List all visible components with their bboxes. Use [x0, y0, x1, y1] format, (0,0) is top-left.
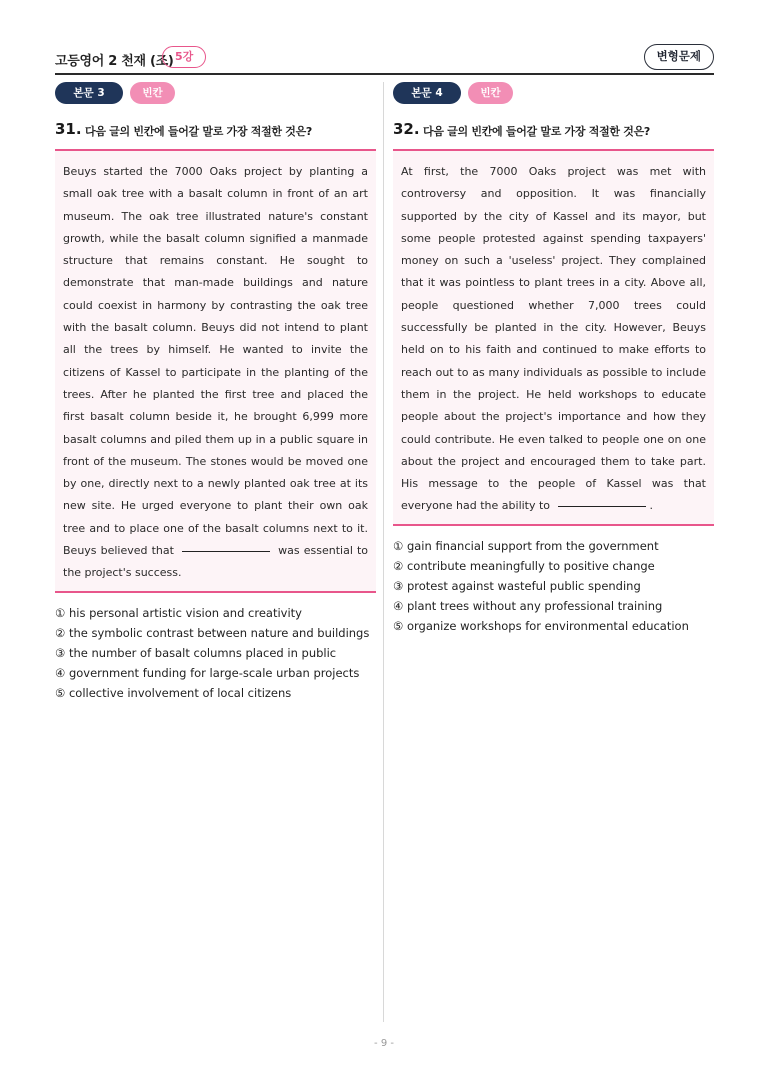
- answer-blank: [182, 551, 270, 552]
- option-2[interactable]: ② contribute meaningfully to positive change: [393, 558, 655, 573]
- passage-box: [393, 151, 714, 524]
- passage-text-end: was essential to the project's success.: [63, 544, 369, 580]
- passage-bottom-rule: [393, 524, 714, 526]
- option-5[interactable]: ⑤ collective involvement of local citizens: [55, 685, 292, 700]
- option-4[interactable]: ④ plant trees without any professional training: [393, 598, 663, 613]
- answer-options: [393, 536, 714, 636]
- answer-options: [55, 603, 376, 703]
- question-title: [393, 120, 714, 143]
- question-tags: [55, 82, 376, 104]
- header-divider: [55, 73, 714, 75]
- option-1[interactable]: ① his personal artistic vision and creativity: [55, 605, 302, 620]
- section-tag: 본문 3: [55, 82, 123, 104]
- passage-box: [55, 151, 376, 591]
- passage-bottom-rule: [55, 591, 376, 593]
- option-2[interactable]: ② the symbolic contrast between nature and buildings: [55, 625, 370, 640]
- page-number: - 9 -: [374, 1038, 394, 1049]
- option-5[interactable]: ⑤ organize workshops for environmental education: [393, 618, 689, 633]
- option-3[interactable]: ③ protest against wasteful public spending: [393, 578, 641, 593]
- answer-blank: [558, 506, 646, 507]
- question-prompt: 다음 글의 빈칸에 들어갈 말로 가장 적절한 것은?: [423, 125, 650, 138]
- question-number: 32.: [393, 120, 420, 138]
- option-1[interactable]: ① gain financial support from the government: [393, 538, 659, 553]
- type-tag: 빈칸: [468, 82, 513, 104]
- lesson-badge: 5강: [162, 46, 206, 68]
- passage-text: Beuys started the 7000 Oaks project by planting a small oak tree with a basalt column in front of an art museum. The oak tree illustrated nature's constant growth, while the basalt column signified a manmade structure that remains constant. He sought to demonstrate that man-made buildings and nature could coexist in harmony by contrasting the oak tree with the basalt column. Beuys did not intend to plant all the trees by himself. He wanted to invite the citizens of Kassel to participate in the planting of the trees. After he planted the first tree and placed the first basalt column beside it, he brought 6,999 more basalt columns and piled them up in a public square in front of the museum. The stones would be moved one by one, directly next to a newly planted oak tree at its new site. He urged everyone to plant their own oak tree and to place one of the basalt columns next to it. Beuys believed that: [63, 165, 368, 558]
- course-title: 고등영어 2 천재 (조): [55, 54, 174, 69]
- option-4[interactable]: ④ government funding for large-scale urban projects: [55, 665, 360, 680]
- column-divider: [383, 82, 384, 1022]
- question-type-badge: 변형문제: [644, 44, 714, 70]
- passage-text: At first, the 7000 Oaks project was met with controversy and opposition. It was financially supported by the city of Kassel and its mayor, but some people protested against spending taxpayers' money on such a 'useless' project. They complained that it was pointless to plant trees in a city. Above all, people questioned whether 7,000 trees could successfully be planted in the city. However, Beuys held on to his faith and continued to make efforts to reach out to as many individuals as possible to include them in the project. He held workshops to educate people about the project's importance and how they could contribute. He even talked to people one on one about the project and encouraged them to take part. His message to the people of Kassel was that everyone had the ability to: [401, 165, 706, 513]
- section-tag: 본문 4: [393, 82, 461, 104]
- type-tag: 빈칸: [130, 82, 175, 104]
- passage-text-end: .: [649, 499, 654, 513]
- question-32: [393, 82, 714, 636]
- question-title: [55, 120, 376, 143]
- question-prompt: 다음 글의 빈칸에 들어갈 말로 가장 적절한 것은?: [85, 125, 312, 138]
- page-header: [55, 44, 714, 74]
- question-31: [55, 82, 376, 703]
- question-tags: [393, 82, 714, 104]
- question-number: 31.: [55, 120, 82, 138]
- option-3[interactable]: ③ the number of basalt columns placed in public: [55, 645, 337, 660]
